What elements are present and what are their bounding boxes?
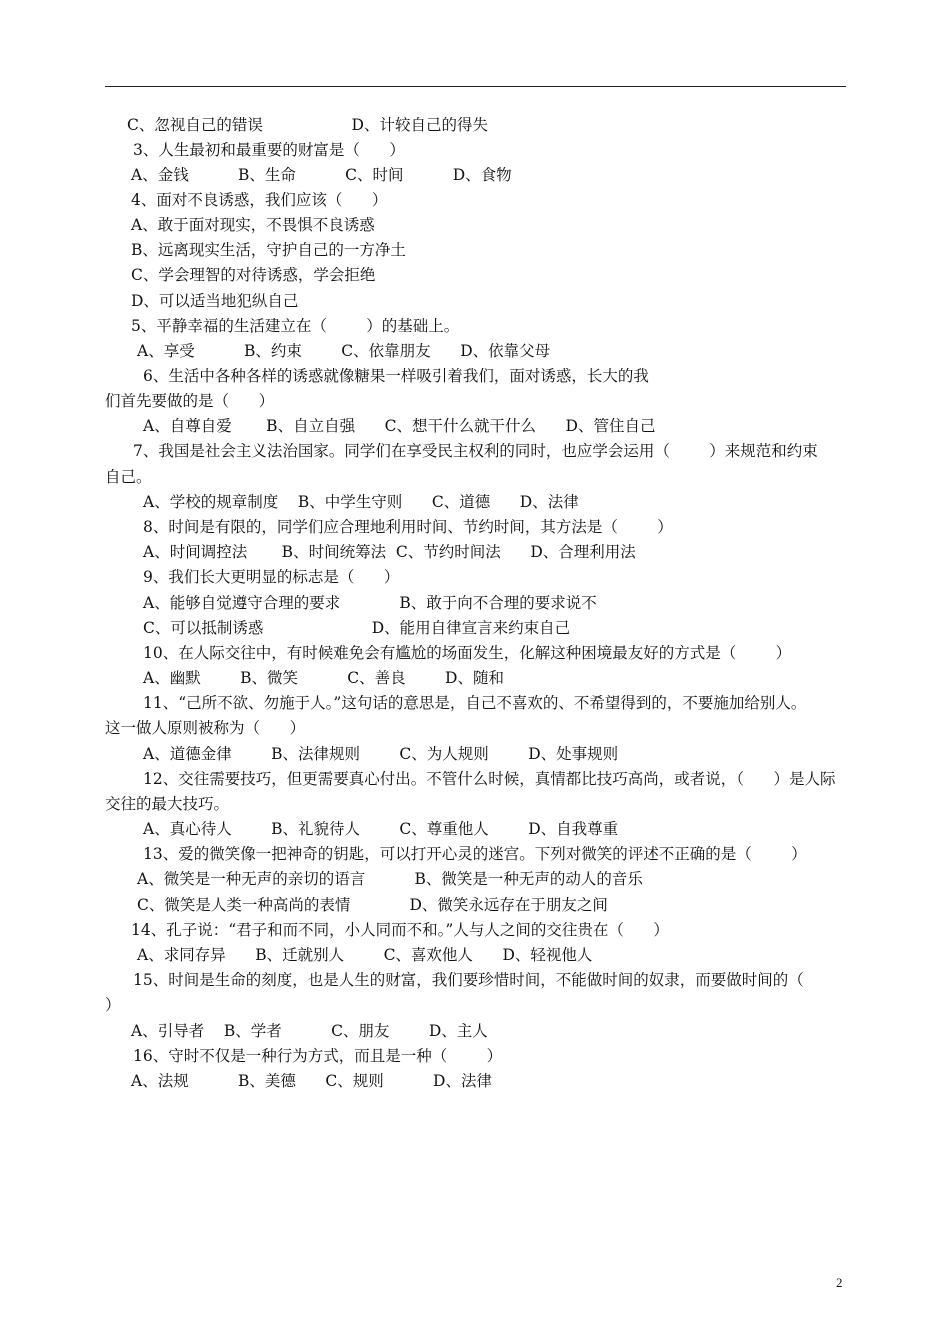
question-7-options: A、学校的规章制度 B、中学生守则 C、道德 D、法律	[143, 493, 579, 511]
question-11: 11、“己所不欲、勿施于人。”这句话的意思是，自己不喜欢的、不希望得到的，不要施加给别人。	[143, 694, 807, 712]
question-10-options: A、幽默 B、微笑 C、善良 D、随和	[143, 669, 504, 687]
question-4: 4、面对不良诱惑，我们应该（ ）	[131, 191, 388, 209]
question-6-options: A、自尊自爱 B、自立自强 C、想干什么就干什么 D、管住自己	[143, 417, 656, 435]
question-9-options-ab: A、能够自觉遵守合理的要求 B、敢于向不合理的要求说不	[143, 594, 597, 612]
question-15: 15、时间是生命的刻度，也是人生的财富，我们要珍惜时间，不能做时间的奴隶，而要做时间的（	[133, 971, 804, 989]
question-6-cont: 们首先要做的是（ ）	[105, 392, 275, 410]
question-16: 16、守时不仅是一种行为方式，而且是一种（ ）	[133, 1047, 503, 1065]
question-7: 7、我国是社会主义法治国家。同学们在享受民主权利的同时，也应学会运用（ ）来规范和约束	[133, 442, 818, 460]
question-4-option-c: C、学会理智的对待诱惑，学会拒绝	[131, 266, 376, 284]
question-13: 13、爱的微笑像一把神奇的钥匙，可以打开心灵的迷宫。下列对微笑的评述不正确的是（ ）	[143, 845, 807, 863]
question-7-cont: 自己。	[105, 468, 152, 486]
question-12: 12、交往需要技巧，但更需要真心付出。不管什么时候，真情都比技巧高尚，或者说，（ ）是人际	[143, 770, 836, 788]
text-line-c-option: C、忽视自己的错误 D、计较自己的得失	[127, 116, 488, 134]
question-4-option-d: D、可以适当地犯纵自己	[131, 292, 299, 310]
question-14: 14、孔子说：“君子和而不同，小人同而不和。”人与人之间的交往贵在（ ）	[131, 921, 669, 939]
question-14-options: A、求同存异 B、迁就别人 C、喜欢他人 D、轻视他人	[137, 946, 593, 964]
header-rule	[105, 86, 846, 87]
question-9: 9、我们长大更明显的标志是（ ）	[143, 568, 400, 586]
question-5: 5、平静幸福的生活建立在（ ）的基础上。	[131, 317, 460, 335]
question-6: 6、生活中各种各样的诱惑就像糖果一样吸引着我们，面对诱惑，长大的我	[143, 367, 649, 385]
question-5-options: A、享受 B、约束 C、依靠朋友 D、依靠父母	[137, 342, 551, 360]
question-16-options: A、法规 B、美德 C、规则 D、法律	[131, 1072, 492, 1090]
question-10: 10、在人际交往中，有时候难免会有尴尬的场面发生，化解这种困境最友好的方式是（ ）	[143, 644, 792, 662]
question-4-option-b: B、远离现实生活，守护自己的一方净土	[131, 241, 406, 259]
question-8-options: A、时间调控法 B、时间统筹法 C、节约时间法 D、合理利用法	[143, 543, 636, 561]
question-12-options: A、真心待人 B、礼貌待人 C、尊重他人 D、自我尊重	[143, 820, 619, 838]
question-11-cont: 这一做人原则被称为（ ）	[105, 719, 306, 737]
question-13-options-ab: A、微笑是一种无声的亲切的语言 B、微笑是一种无声的动人的音乐	[137, 870, 643, 888]
question-12-cont: 交往的最大技巧。	[105, 795, 230, 813]
question-8: 8、时间是有限的，同学们应合理地利用时间、节约时间，其方法是（ ）	[143, 518, 673, 536]
question-15-options: A、引导者 B、学者 C、朋友 D、主人	[131, 1022, 488, 1040]
question-4-option-a: A、敢于面对现实，不畏惧不良诱惑	[131, 216, 375, 234]
question-15-cont: ）	[105, 996, 121, 1014]
question-9-options-cd: C、可以抵制诱惑 D、能用自律宣言来约束自己	[143, 619, 571, 637]
question-11-options: A、道德金律 B、法律规则 C、为人规则 D、处事规则	[143, 745, 619, 763]
page-number: 2	[836, 1275, 843, 1290]
question-13-options-cd: C、微笑是人类一种高尚的表情 D、微笑永远存在于朋友之间	[137, 896, 608, 914]
question-3-options: A、金钱 B、生命 C、时间 D、食物	[131, 166, 512, 184]
question-3: 3、人生最初和最重要的财富是（ ）	[133, 141, 405, 159]
